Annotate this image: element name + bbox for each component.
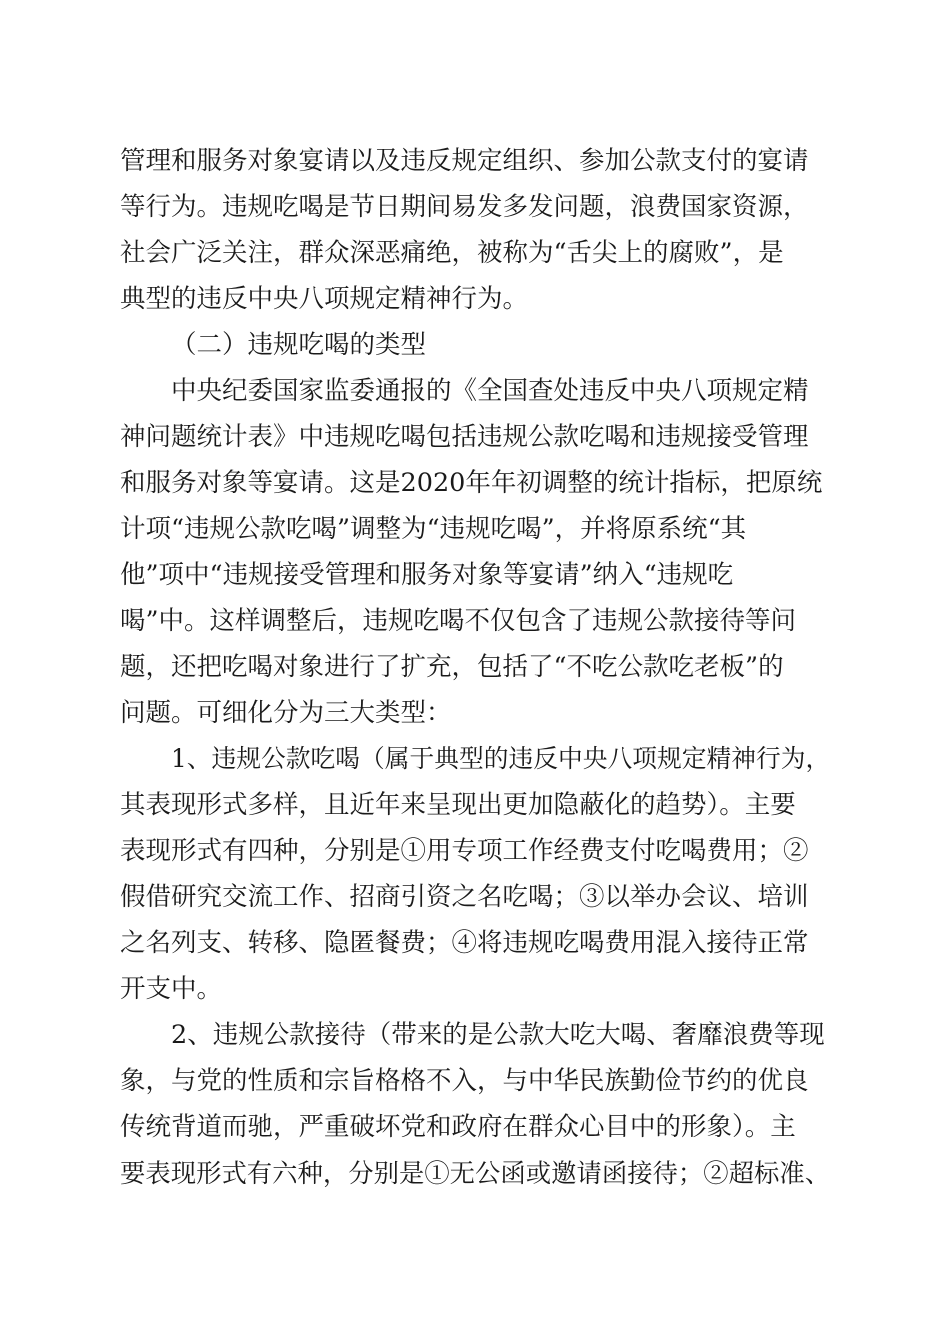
text-line-20: 2、违规公款接待（带来的是公款大吃大喝、奢靡浪费等现 bbox=[171, 1020, 825, 1050]
text-line-7: 神问题统计表》中违规吃喝包括违规公款吃喝和违规接受管理 bbox=[120, 422, 809, 452]
text-line-15: 其表现形式多样，且近年来呈现出更加隐蔽化的趋势）。主要 bbox=[120, 790, 796, 820]
text-line-17: 假借研究交流工作、招商引资之名吃喝；③以举办会议、培训 bbox=[120, 882, 809, 912]
text-line-2: 等行为。违规吃喝是节日期间易发多发问题，浪费国家资源， bbox=[120, 192, 809, 222]
text-line-9: 计项“违规公款吃喝”调整为“违规吃喝”，并将原系统“其 bbox=[120, 514, 747, 544]
section-heading: （二）违规吃喝的类型 bbox=[171, 330, 427, 360]
text-line-16: 表现形式有四种，分别是①用专项工作经费支付吃喝费用；② bbox=[120, 836, 809, 866]
text-line-18: 之名列支、转移、隐匿餐费；④将违规吃喝费用混入接待正常 bbox=[120, 928, 809, 958]
text-line-10: 他”项中“违规接受管理和服务对象等宴请”纳入“违规吃 bbox=[120, 560, 734, 590]
text-line-22: 传统背道而驰，严重破坏党和政府在群众心目中的形象）。主 bbox=[120, 1112, 796, 1142]
text-line-12: 题，还把吃喝对象进行了扩充，包括了“不吃公款吃老板”的 bbox=[120, 652, 784, 682]
text-line-4: 典型的违反中央八项规定精神行为。 bbox=[120, 284, 529, 314]
text-line-23: 要表现形式有六种，分别是①无公函或邀请函接待；②超标准、 bbox=[120, 1158, 831, 1188]
text-line-8: 和服务对象等宴请。这是2020年年初调整的统计指标，把原统 bbox=[120, 468, 823, 498]
text-line-14: 1、违规公款吃喝（属于典型的违反中央八项规定精神行为， bbox=[171, 744, 831, 773]
text-line-13: 问题。可细化分为三大类型： bbox=[120, 698, 452, 728]
text-line-6: 中央纪委国家监委通报的《全国查处违反中央八项规定精 bbox=[171, 376, 809, 406]
text-line-3: 社会广泛关注，群众深恶痛绝，被称为“舌尖上的腐败”，是 bbox=[120, 238, 784, 268]
text-line-11: 喝”中。这样调整后，违规吃喝不仅包含了违规公款接待等问 bbox=[120, 606, 797, 636]
text-line-19: 开支中。 bbox=[120, 974, 223, 1004]
text-line-1: 管理和服务对象宴请以及违反规定组织、参加公款支付的宴请 bbox=[120, 146, 809, 176]
text-line-21: 象，与党的性质和宗旨格格不入，与中华民族勤俭节约的优良 bbox=[120, 1066, 809, 1096]
